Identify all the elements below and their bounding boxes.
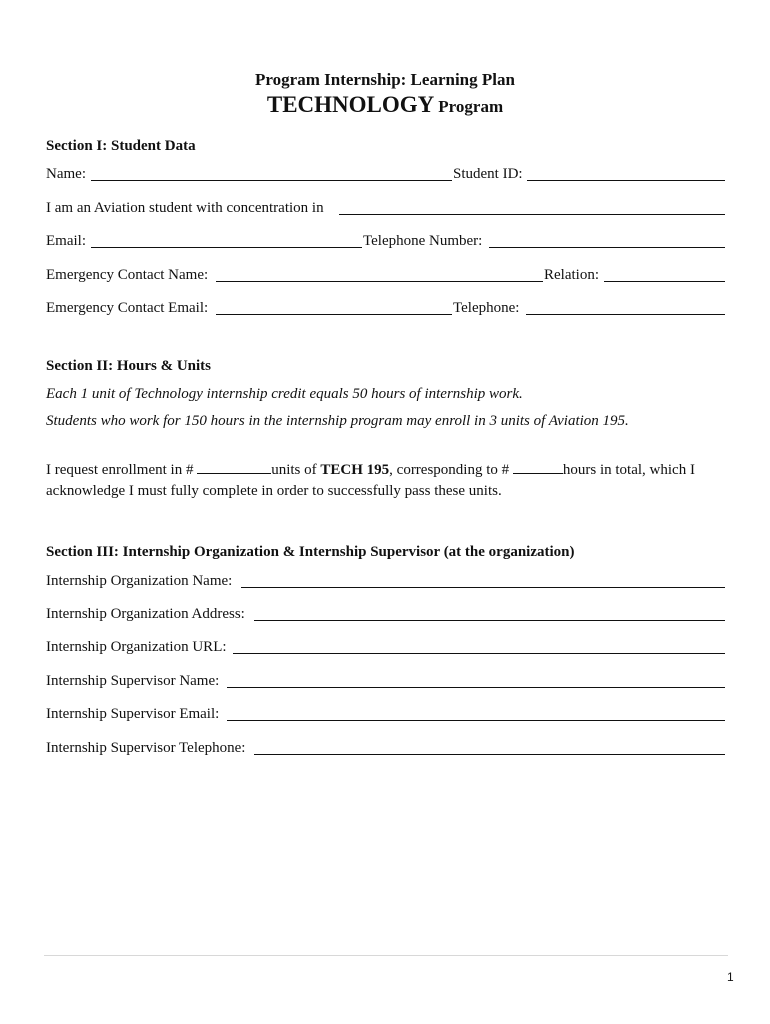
program-suffix: Program: [438, 97, 504, 116]
request-text-2: units of: [271, 462, 321, 478]
emergency-contact-email-label: Emergency Contact Email:: [46, 300, 209, 316]
org-address-label: Internship Organization Address:: [46, 606, 245, 622]
org-url-label: Internship Organization URL:: [46, 639, 227, 655]
email-field[interactable]: [91, 247, 362, 248]
concentration-label: I am an Aviation student with concentration in: [46, 200, 324, 216]
course-code: TECH 195: [320, 462, 390, 478]
unit-note: Each 1 unit of Technology internship credit equals 50 hours of internship work.: [46, 386, 523, 402]
document-title: Program Internship: Learning Plan: [255, 70, 515, 89]
hours-note: Students who work for 150 hours in the internship program may enroll in 3 units of Aviation 195.: [46, 413, 629, 429]
telephone-number-field[interactable]: [489, 247, 725, 248]
relation-field[interactable]: [604, 281, 725, 282]
name-field[interactable]: [91, 180, 452, 181]
supervisor-telephone-field[interactable]: [254, 754, 725, 755]
name-label: Name:: [46, 166, 86, 182]
org-url-field[interactable]: [233, 653, 725, 654]
student-id-label: Student ID:: [453, 166, 523, 182]
supervisor-name-label: Internship Supervisor Name:: [46, 673, 220, 689]
section-3-heading: Section III: Internship Organization & Internship Supervisor (at the organization): [46, 544, 575, 560]
supervisor-name-field[interactable]: [227, 687, 725, 688]
emergency-contact-email-field[interactable]: [216, 314, 452, 315]
student-id-field[interactable]: [527, 180, 725, 181]
supervisor-telephone-label: Internship Supervisor Telephone:: [46, 740, 246, 756]
program-name: TECHNOLOGY: [266, 92, 435, 117]
supervisor-email-field[interactable]: [227, 720, 725, 721]
program-title: [0, 92, 770, 118]
emergency-contact-name-label: Emergency Contact Name:: [46, 267, 209, 283]
request-text-3: , corresponding to #: [389, 462, 513, 478]
enrollment-request: [46, 459, 726, 502]
email-label: Email:: [46, 233, 86, 249]
section-2-heading: Section II: Hours & Units: [46, 358, 212, 374]
concentration-field[interactable]: [339, 214, 725, 215]
units-field[interactable]: [197, 459, 271, 474]
supervisor-email-label: Internship Supervisor Email:: [46, 706, 220, 722]
hours-field[interactable]: [513, 459, 563, 474]
telephone-label: Telephone:: [453, 300, 520, 316]
org-name-field[interactable]: [241, 587, 725, 588]
page-number: 1: [727, 970, 734, 984]
section-1-heading: Section I: Student Data: [46, 138, 196, 154]
telephone-field[interactable]: [526, 314, 725, 315]
footer-divider: [44, 955, 728, 956]
org-address-field[interactable]: [254, 620, 725, 621]
emergency-contact-name-field[interactable]: [216, 281, 543, 282]
request-text-4: hours in total, which I acknowledge I must fully complete in order to successfully pass these units.: [46, 462, 695, 499]
telephone-number-label: Telephone Number:: [363, 233, 483, 249]
relation-label: Relation:: [544, 267, 599, 283]
org-name-label: Internship Organization Name:: [46, 573, 233, 589]
request-text-1: I request enrollment in #: [46, 462, 198, 478]
